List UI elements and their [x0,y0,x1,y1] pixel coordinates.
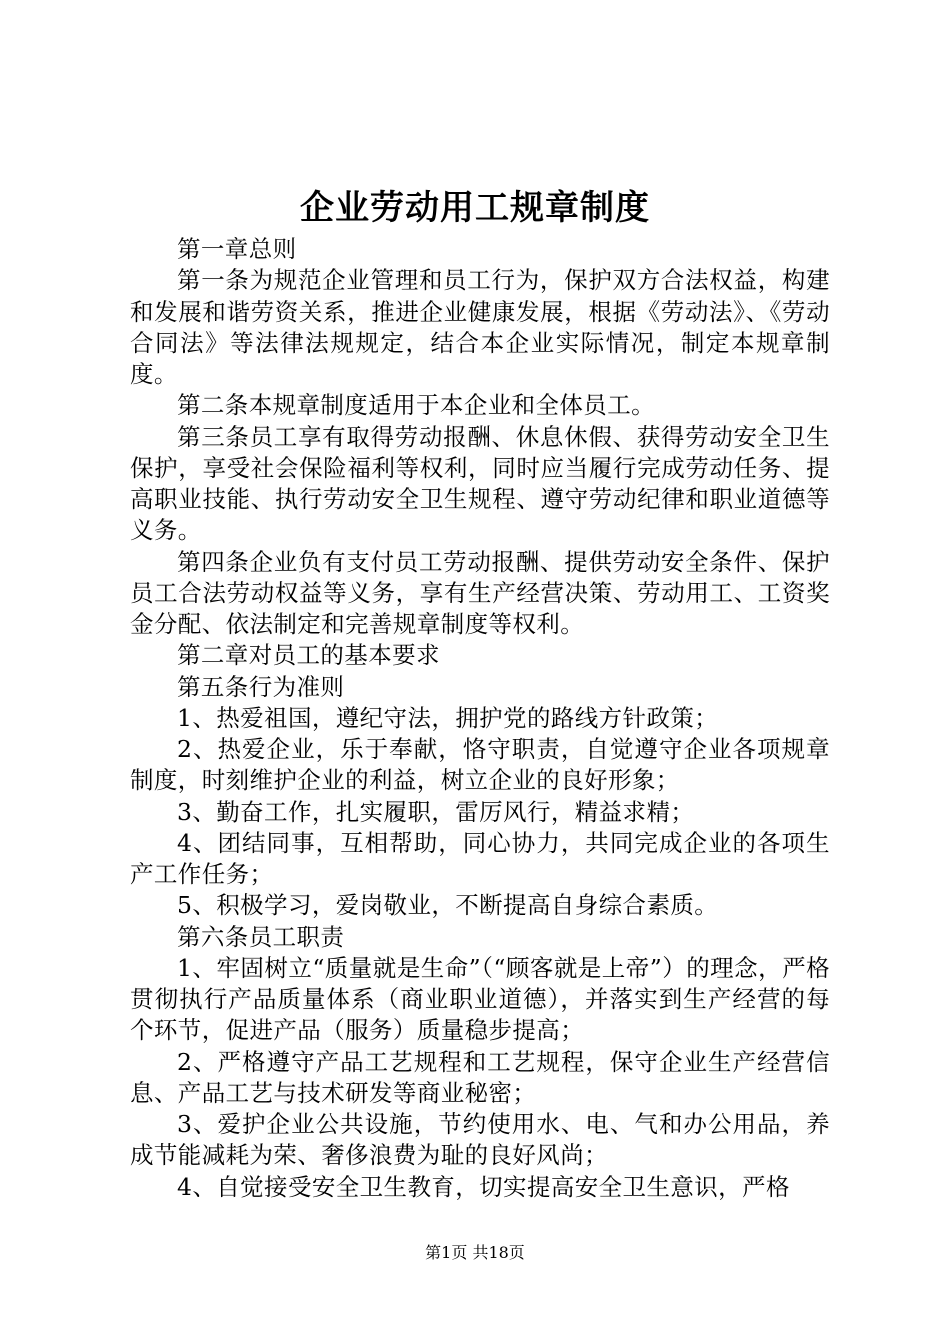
list-item: 2、严格遵守产品工艺规程和工艺规程，保守企业生产经营信息、产品工艺与技术研发等商业秘密； [130,1047,830,1107]
article-heading: 第五条行为准则 [177,672,345,701]
chapter-heading: 第一章总则 [177,235,297,263]
document-body [130,234,830,1203]
list-item: 4、团结同事，互相帮助，同心协力，共同完成企业的各项生产工作任务； [130,828,830,888]
list-item: 1、热爱祖国，遵纪守法，拥护党的路线方针政策； [177,703,719,732]
list-item: 1、牢固树立“质量就是生命”（“顾客就是上帝”）的理念，严格贯彻执行产品质量体系（商业职业道德），并落实到生产经营的每个环节，促进产品（服务）质量稳步提高； [130,953,830,1045]
article-paragraph: 第四条企业负有支付员工劳动报酬、提供劳动安全条件、保护员工合法劳动权益等义务，享有生产经营决策、劳动用工、工资奖金分配、依法制定和完善规章制度等权利。 [130,547,830,638]
article-paragraph: 第一条为规范企业管理和员工行为，保护双方合法权益，构建和发展和谐劳资关系，推进企业健康发展，根据《劳动法》、《劳动合同法》等法律法规规定，结合本企业实际情况，制定本规章制度。 [130,266,830,388]
article-paragraph: 第二条本规章制度适用于本企业和全体员工。 [177,391,655,420]
list-item: 3、勤奋工作，扎实履职，雷厉风行，精益求精； [177,797,695,826]
article-heading: 第六条员工职责 [177,922,345,951]
page-footer: 第1页 共18页 [425,1243,525,1262]
article-paragraph: 第三条员工享有取得劳动报酬、休息休假、获得劳动安全卫生保护，享受社会保险福利等权利，同时应当履行完成劳动任务、提高职业技能、执行劳动安全卫生规程、遵守劳动纪律和职业道德等义务。 [130,422,830,545]
list-item: 2、热爱企业，乐于奉献，恪守职责，自觉遵守企业各项规章制度，时刻维护企业的利益，树立企业的良好形象； [130,735,830,795]
list-item: 3、爱护企业公共设施，节约使用水、电、气和办公用品，养成节能减耗为荣、奢侈浪费为耻的良好风尚； [130,1110,830,1170]
list-item: 4、自觉接受安全卫生教育，切实提高安全卫生意识，严格 [177,1172,790,1201]
chapter-heading: 第二章对员工的基本要求 [177,641,440,670]
list-item: 5、积极学习，爱岗敬业，不断提高自身综合素质。 [177,891,719,920]
document-title: 企业劳动用工规章制度 [300,188,650,228]
